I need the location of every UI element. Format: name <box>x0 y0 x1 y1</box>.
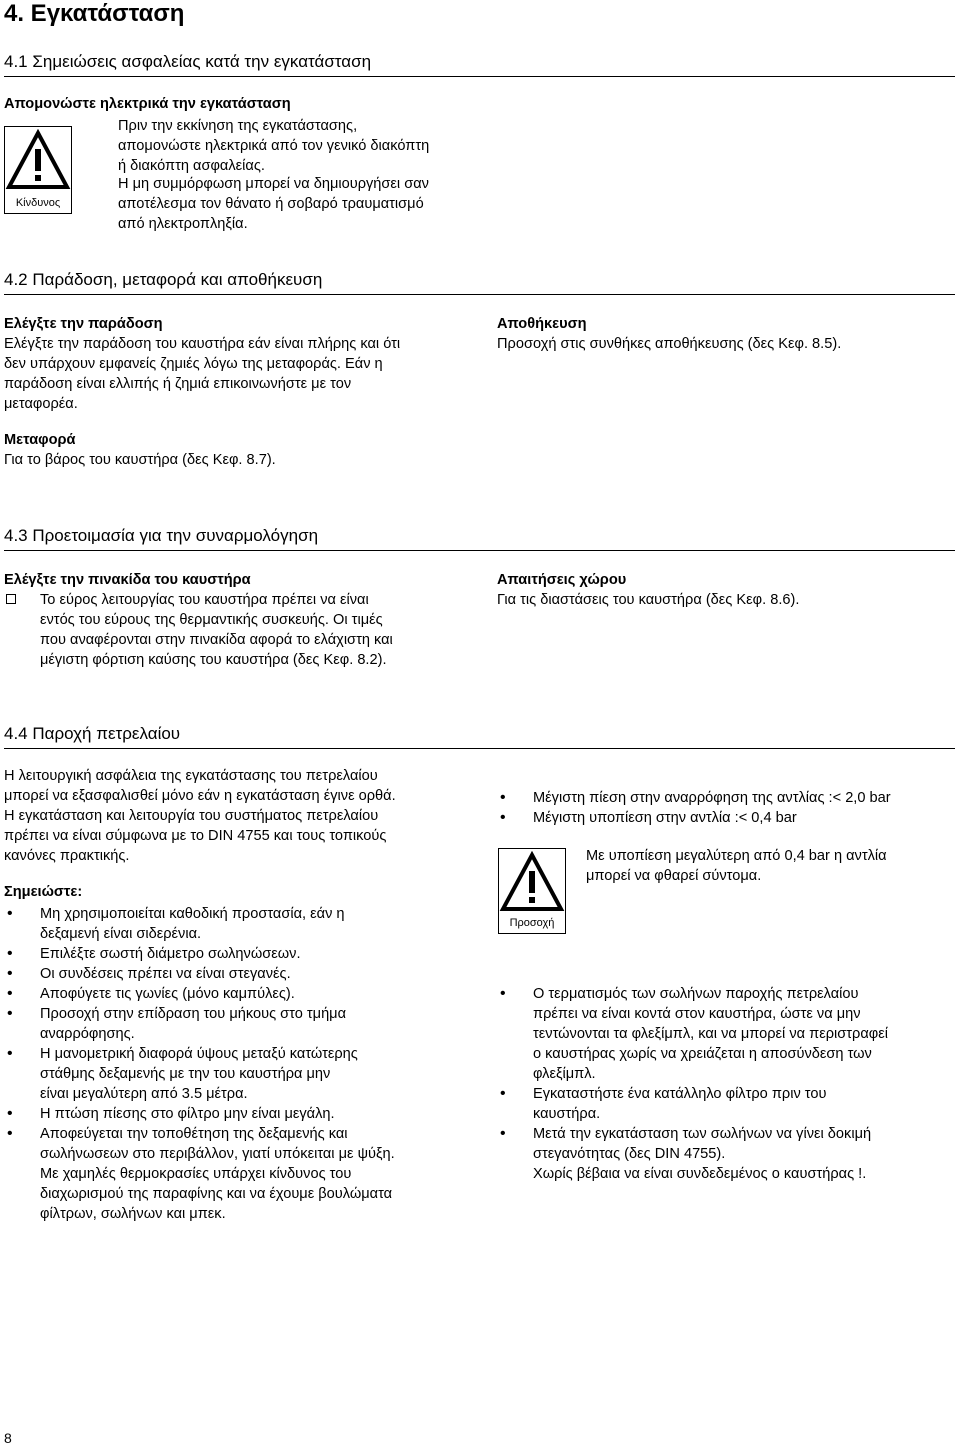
storage-heading: Αποθήκευση <box>497 316 587 332</box>
checkbox-icon <box>6 594 16 604</box>
section-4-4-title: 4.4 Παροχή πετρελαίου <box>4 724 955 749</box>
list-item: • Προσοχή στην επίδραση του μήκους στο τμήμα αναρρόφησης. <box>4 1004 489 1044</box>
space-block: Απαιτήσεις χώρου Για τις διαστάσεις του καυστήρα (δες Κεφ. 8.6). <box>497 572 800 608</box>
section-4-3-title: 4.3 Προετοιμασία για την συναρμολόγηση <box>4 526 955 551</box>
danger-warning-icon <box>4 126 72 214</box>
list-item: • Μέγιστη πίεση στην αναρρόφηση της αντλίας :< 2,0 bar <box>497 788 957 808</box>
list-item: • Η μανομετρική διαφορά ύψους μεταξύ κατώτερης στάθμης δεξαμενής με την του καυστήρα μην είναι μεγαλύτερη από 3.5 μέτρα. <box>4 1044 489 1104</box>
check-plate-block <box>4 570 484 670</box>
chapter-title: 4. Εγκατάσταση <box>4 0 185 27</box>
isolate-text: Πριν την εκκίνηση της εγκατάστασης, απομονώστε ηλεκτρικά από τον γενικό διακόπτη ή διακόπτη ασφαλείας. <box>118 118 430 174</box>
list-item: • Μέγιστη υποπίεση στην αντλία :< 0,4 bar <box>497 808 957 828</box>
page-number: 8 <box>4 1430 12 1446</box>
check-delivery-heading: Ελέγξτε την παράδοση <box>4 316 163 332</box>
danger-icon-label: Κίνδυνος <box>15 197 61 209</box>
list-item: • Ο τερματισμός των σωλήνων παροχής πετρελαίου πρέπει να είναι κοντά στον καυστήρα, ώστε να μην τεντώνονται τα φλεξίμπλ, και να μπορεί να περιστραφεί ο καυστήρας χωρίς να χρειάζεται η αποσύνδεση των φλεξίμπλ. <box>497 984 957 1084</box>
list-item: • Εγκαταστήστε ένα κατάλληλο φίλτρο πριν του καυστήρα. <box>497 1084 957 1124</box>
pressure-list <box>497 788 957 828</box>
pump-warning-text: Με υποπίεση μεγαλύτερη από 0,4 bar η αντλία μπορεί να φθαρεί σύντομα. <box>586 848 887 884</box>
section-4-1-title: 4.1 Σημειώσεις ασφαλείας κατά την εγκατάσταση <box>4 52 955 77</box>
danger-consequence-text: Η μη συμμόρφωση μπορεί να δημιουργήσει σαν αποτέλεσμα τον θάνατο ή σοβαρό τραυματισμό από ηλεκτροπληξία. <box>118 176 429 232</box>
notes-list <box>4 904 489 1224</box>
check-delivery-block: Ελέγξτε την παράδοση Ελέγξτε την παράδοση του καυστήρα εάν είναι πλήρης και ότι δεν υπάρχουν εμφανείς ζημιές λόγω της μεταφοράς. Εάν η παράδοση είναι ελλιπής ή ζημιά επικοινωνήστε με τον μεταφορέα. <box>4 314 484 414</box>
caution-warning-icon <box>498 848 566 934</box>
list-item: • Η πτώση πίεσης στο φίλτρο μην είναι μεγάλη. <box>4 1104 489 1124</box>
notes-heading: Σημειώστε: <box>4 884 83 900</box>
caution-icon-label: Προσοχή <box>509 917 555 929</box>
list-item: • Μη χρησιμοποιείται καθοδική προστασία, εάν η δεξαμενή είναι σιδερένια. <box>4 904 489 944</box>
installation-list <box>497 984 957 1184</box>
list-item: • Αποφύγετε τις γωνίες (μόνο καμπύλες). <box>4 984 489 1004</box>
oil-intro-text: Η λειτουργική ασφάλεια της εγκατάστασης του πετρελαίου μπορεί να εξασφαλισθεί μόνο εάν η εγκατάσταση έγινε ορθά. Η εγκατάσταση και λειτουργία του συστήματος πετρελαίου πρέπει να είναι σύμφωνα με το DIN 4755 και τους τοπικούς κανόνες πρακτικής. <box>4 768 396 864</box>
list-item: • Μετά την εγκατάσταση των σωλήνων να γίνει δοκιμή στεγανότητας (δες DIN 4755). Χωρίς βέβαια να είναι συνδεδεμένος ο καυστήρας !. <box>497 1124 957 1184</box>
transport-block: Μεταφορά Για το βάρος του καυστήρα (δες Κεφ. 8.7). <box>4 432 276 468</box>
storage-block: Αποθήκευση Προσοχή στις συνθήκες αποθήκευσης (δες Κεφ. 8.5). <box>497 316 842 352</box>
checkbox-item: Το εύρος λειτουργίας του καυστήρα πρέπει να είναι εντός του εύρους της θερμαντικής συσκευής. Οι τιμές που αναφέρονται στην πινακίδα αφορά το ελάχιστη και μέγιστη φόρτιση καύσης του καυστήρα (δες Κεφ. 8.2). <box>4 590 484 670</box>
transport-heading: Μεταφορά <box>4 432 76 448</box>
check-plate-heading: Ελέγξτε την πινακίδα του καυστήρα <box>4 572 251 588</box>
list-item: • Αποφεύγεται την τοποθέτηση της δεξαμενής και σωλήνωσεων στο περιβάλλον, γιατί υπόκειται με ψύξη. Με χαμηλές θερμοκρασίες υπάρχει κίνδυνος του διαχωρισμού της παραφίνης και να έχουμε βουλώματα φίλτρων, σωλήνων και μπεκ. <box>4 1124 489 1224</box>
list-item: • Οι συνδέσεις πρέπει να είναι στεγανές. <box>4 964 489 984</box>
space-heading: Απαιτήσεις χώρου <box>497 572 627 588</box>
list-item: • Επιλέξτε σωστή διάμετρο σωληνώσεων. <box>4 944 489 964</box>
isolate-subheading: Απομονώστε ηλεκτρικά την εγκατάσταση <box>4 96 291 112</box>
section-4-2-title: 4.2 Παράδοση, μεταφορά και αποθήκευση <box>4 270 955 295</box>
